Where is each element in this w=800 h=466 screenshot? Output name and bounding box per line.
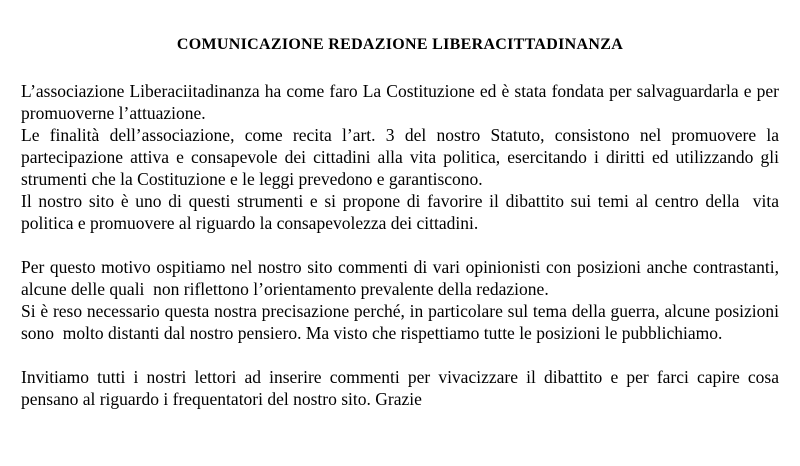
paragraph-invitation: Invitiamo tutti i nostri lettori ad inserire commenti per vivacizzare il dibattito e per farci capire cosa pensano al riguardo i frequentatori del nostro sito. Grazie [21,367,784,409]
document-title: COMUNICAZIONE REDAZIONE LIBERACITTADINANZA [176,36,624,53]
paragraph-association-intro: L’associazione Liberaciitadinanza ha come faro La Costituzione ed è stata fondata per salvaguardarla e per promuoverne l’attuazione. [21,81,784,123]
paragraph-clarification: Si è reso necessario questa nostra precisazione perché, in particolare sul tema della guerra, alcune posizioni sono molto distanti dal nostro pensiero. Ma visto che rispettiamo tutte le posizioni le pubblichiamo. [21,301,784,343]
document-body [21,80,784,410]
paragraph-opinionists: Per questo motivo ospitiamo nel nostro sito commenti di vari opinionisti con posizioni anche contrastanti, alcune delle quali non riflettono l’orientamento prevalente della redazione. [21,257,784,299]
paragraph-site-purpose: Il nostro sito è uno di questi strumenti e si propone di favorire il dibattito sui temi al centro della vita politica e promuovere al riguardo la consapevolezza dei cittadini. [21,191,784,233]
paragraph-statute-goals: Le finalità dell’associazione, come recita l’art. 3 del nostro Statuto, consistono nel promuovere la partecipazione attiva e consapevole dei cittadini alla vita politica, esercitando i diritti ed utilizzando gli strumenti che la Costituzione e le leggi prevedono e garantiscono. [21,125,784,189]
